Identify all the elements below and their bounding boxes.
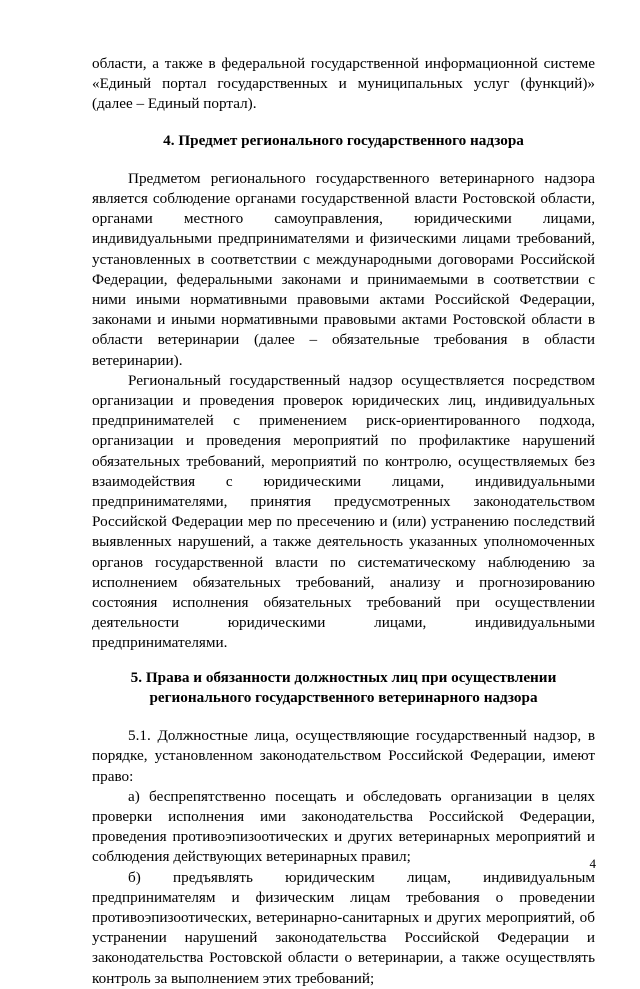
document-page: [92, 54, 595, 989]
section-4-paragraph-2: Региональный государственный надзор осуществляется посредством организации и проведения проверок юридических лиц, индивидуальных предпринимателей с применением риск-ориентированного подхода, организации и проведения мероприятий по профилактике нарушений обязательных требований, мероприятий по контролю, осуществляемых без взаимодействия с юридическими лицами, индивидуальными предпринимателями, принятия предусмотренных законодательством Российской Федерации мер по пресечению и (или) устранению последствий выявленных нарушений, а также деятельность указанных уполномоченных органов государственной власти по систематическому наблюдению за исполнением обязательных требований, анализу и прогнозированию состояния исполнения обязательных требований при осуществлении деятельности юридическими лицами, индивидуальными предпринимателями.: [92, 371, 595, 652]
section-5-title: [92, 668, 595, 708]
section-5-title-line-2: регионального государственного ветеринарного надзора: [149, 688, 538, 706]
section-5-paragraph-2: а) беспрепятственно посещать и обследовать организации в целях проверки исполнения ими законодательства Российской Федерации, проведения противоэпизоотических и других ветеринарных мероприятий и соблюдения действующих ветеринарных правил;: [92, 787, 595, 866]
page-number: 4: [589, 856, 596, 871]
intro-paragraph: области, а также в федеральной государственной информационной системе «Единый портал государственных и муниципальных услуг (функций)» (далее – Единый портал).: [92, 55, 595, 113]
section-5-paragraph-1: 5.1. Должностные лица, осуществляющие государственный надзор, в порядке, установленном законодательством Российской Федерации, имеют право:: [92, 727, 595, 785]
section-5-title-line-1: 5. Права и обязанности должностных лиц при осуществлении: [130, 668, 557, 686]
section-4-paragraph-1: Предметом регионального государственного ветеринарного надзора является соблюдение органами государственной власти Ростовской области, органами местного самоуправления, юридическими лицами, индивидуальными предпринимателями и физическими лицами требований, установленных в соответствии с международными договорами Российской Федерации, федеральными законами и принимаемыми в соответствии с ними иными нормативными правовыми актами Российской Федерации, законами и иными нормативными правовыми актами Ростовской области в области ветеринарии (далее – обязательные требования в области ветеринарии).: [92, 169, 595, 369]
section-5-paragraph-3: б) предъявлять юридическим лицам, индивидуальным предпринимателям и физическим лицам требования о проведении противоэпизоотических, ветеринарно-санитарных и других мероприятий, об устранении нарушений законодательства Российской Федерации и законодательства Ростовской области о ветеринарии, а также осуществлять контроль за выполнением этих требований;: [92, 868, 595, 987]
section-4-title: 4. Предмет регионального государственного надзора: [163, 131, 524, 149]
